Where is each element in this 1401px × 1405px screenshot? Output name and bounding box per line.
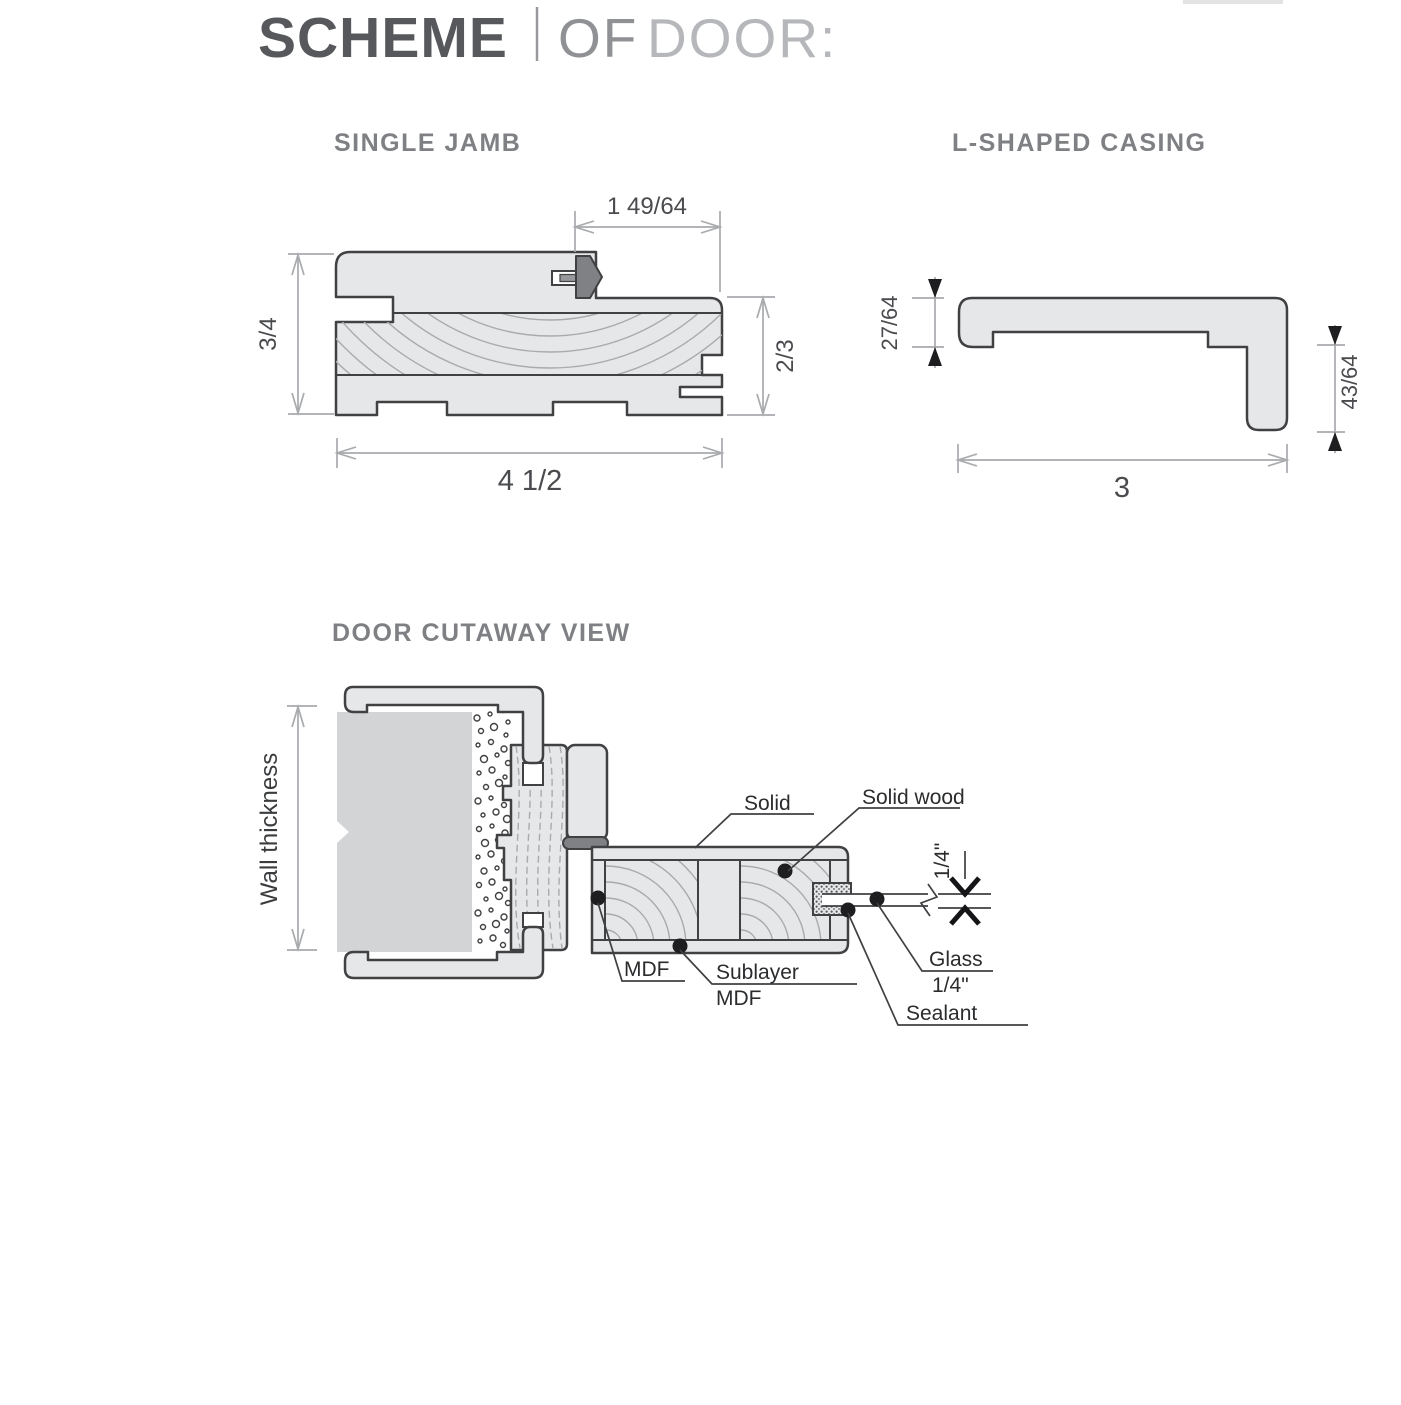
page-subtitle-of: OF [558, 7, 639, 69]
callout-dot-solid-wood [778, 864, 793, 879]
dim-top-value: 1 49/64 [606, 193, 688, 220]
dim-left-value: 3/4 [255, 317, 282, 351]
door-cutaway-diagram [256, 619, 1028, 1072]
cutaway-title: DOOR CUTAWAY VIEW [332, 619, 631, 647]
casing-profile [959, 298, 1287, 430]
page-title: SCHEME [258, 6, 508, 70]
label-glass-1: Glass [929, 948, 983, 971]
door-stop [567, 745, 607, 840]
dim-casing-thickness-value: 27/64 [877, 295, 902, 351]
dim-wall-thickness [256, 706, 317, 950]
cropped-artifact [1183, 0, 1283, 4]
label-solid-wood: Solid wood [862, 786, 965, 809]
door-slab-outline [592, 847, 848, 953]
clip-groove-gap-top [523, 763, 543, 785]
dim-bottom [337, 438, 722, 497]
page-subtitle-door: DOOR: [647, 7, 838, 69]
dim-casing-width [958, 444, 1287, 504]
l-casing-title: L-SHAPED CASING [952, 129, 1207, 157]
callout-dot-sealant [841, 903, 856, 918]
label-sealant: Sealant [906, 1002, 978, 1025]
foam-bubbles [474, 708, 511, 948]
dim-glass-gap-value: 1/4" [931, 842, 954, 880]
label-mdf: MDF [624, 958, 670, 981]
page-header [258, 0, 1283, 70]
leader-solid [695, 814, 814, 848]
dim-left [255, 254, 334, 414]
dim-glass-gap [931, 843, 991, 924]
jamb-profile [336, 252, 722, 415]
dim-casing-thickness [877, 277, 944, 368]
label-sublayer-1: Sublayer [716, 961, 799, 984]
label-glass-2: 1/4" [932, 974, 969, 997]
dim-right [727, 297, 799, 415]
single-jamb-title: SINGLE JAMB [334, 129, 522, 157]
single-jamb-diagram [226, 0, 874, 497]
label-solid: Solid [744, 792, 791, 815]
dim-casing-leg-value: 43/64 [1337, 354, 1362, 410]
dim-casing-leg [1317, 325, 1362, 453]
label-sublayer-2: MDF [716, 987, 762, 1010]
callout-dot-sublayer [673, 939, 688, 954]
wall-thickness-label: Wall thickness [256, 752, 283, 906]
clip-groove-gap-bottom [523, 913, 543, 927]
dim-bottom-value: 4 1/2 [497, 465, 563, 497]
dim-right-value: 2/3 [772, 339, 799, 373]
l-casing-diagram [877, 129, 1362, 504]
dim-casing-width-value: 3 [1113, 472, 1131, 504]
wall-section [337, 712, 472, 952]
